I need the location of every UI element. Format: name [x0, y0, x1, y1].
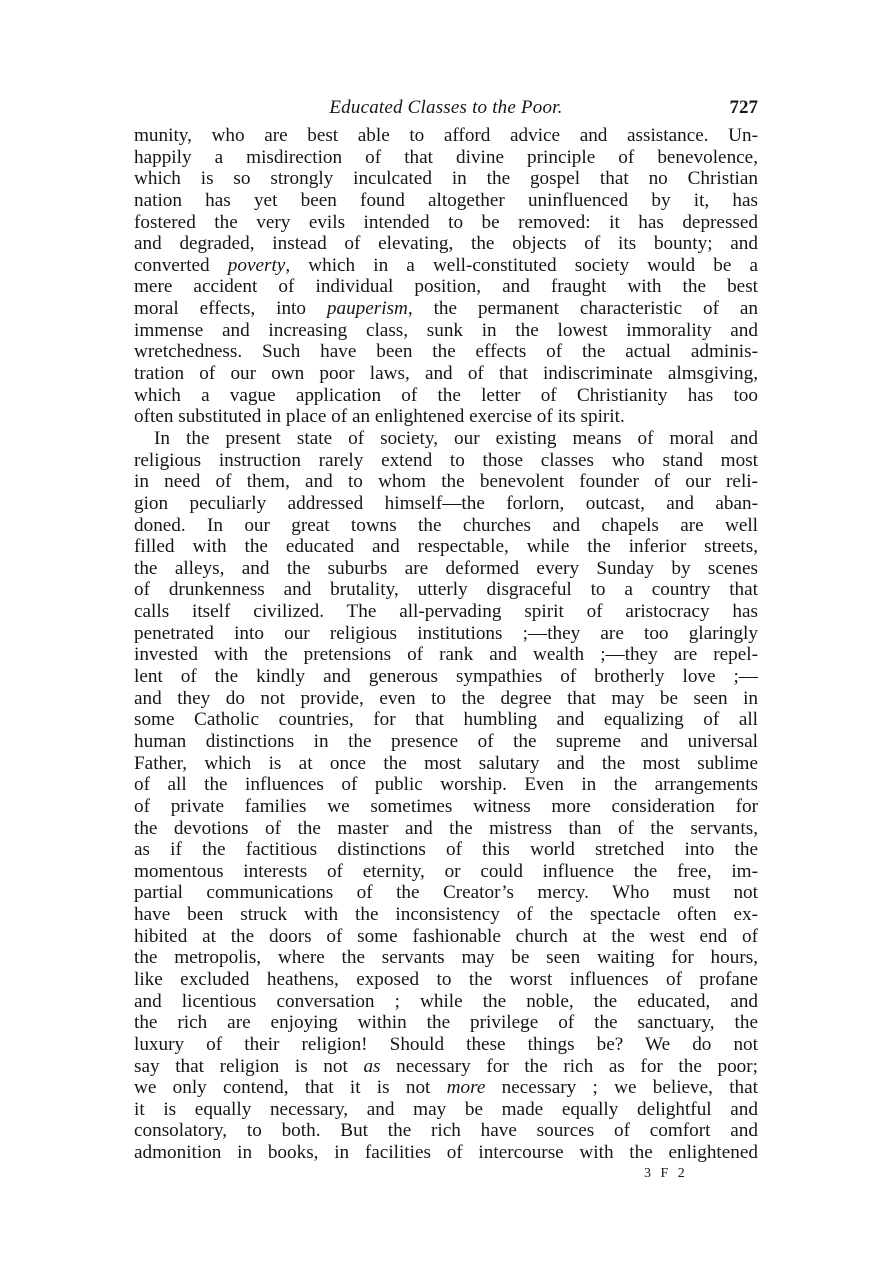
text-line: penetrated into our religious institutions ;—they are too glaringly — [134, 622, 758, 644]
text-line: Father, which is at once the most salutary and the most sublime — [134, 752, 758, 774]
text-line: nation has yet been found altogether uninfluenced by it, has — [134, 189, 758, 211]
text-line: often substituted in place of an enlightened exercise of its spirit. — [134, 406, 625, 428]
text-line: wretchedness. Such have been the effects of the actual adminis- — [134, 341, 758, 363]
paragraph — [134, 428, 758, 1164]
text-line: have been struck with the inconsistency of the spectacle often ex- — [134, 904, 758, 926]
text-line: human distinctions in the presence of the supreme and universal — [134, 730, 758, 752]
text-line: gion peculiarly addressed himself—the forlorn, outcast, and aban- — [134, 492, 758, 514]
text-line: it is equally necessary, and may be made equally delightful and — [134, 1098, 758, 1120]
text-line: doned. In our great towns the churches and chapels are well — [134, 514, 758, 536]
text-line: mere accident of individual position, and fraught with the best — [134, 276, 758, 298]
text-line: say that religion is not as necessary for the rich as for the poor; — [134, 1055, 758, 1077]
text-line: some Catholic countries, for that humbling and equalizing of all — [134, 709, 758, 731]
text-line: and degraded, instead of elevating, the objects of its bounty; and — [134, 233, 758, 255]
running-head — [134, 96, 758, 120]
text-line: the metropolis, where the servants may be seen waiting for hours, — [134, 947, 758, 969]
text-line: invested with the pretensions of rank and wealth ;—they are repel- — [134, 644, 758, 666]
body-text — [134, 125, 758, 1164]
text-line: calls itself civilized. The all-pervading spirit of aristocracy has — [134, 601, 758, 623]
text-line: lent of the kindly and generous sympathies of brotherly love ;— — [134, 666, 758, 688]
text-line: the devotions of the master and the mistress than of the servants, — [134, 817, 758, 839]
emphasized-word: poverty — [227, 254, 286, 276]
text-line: as if the factitious distinctions of this world stretched into the — [134, 839, 758, 861]
text-line: of drunkenness and brutality, utterly disgraceful to a country that — [134, 579, 758, 601]
text-line: the rich are enjoying within the privilege of the sanctuary, the — [134, 1012, 758, 1034]
text-line: moral effects, into pauperism, the permanent characteristic of an — [134, 298, 758, 320]
text-line: which is so strongly inculcated in the gospel that no Christian — [134, 168, 758, 190]
text-line: of private families we sometimes witness more consideration for — [134, 795, 758, 817]
text-line: of all the influences of public worship. Even in the arrangements — [134, 774, 758, 796]
emphasized-word: pauperism — [326, 298, 408, 320]
text-line: fostered the very evils intended to be removed: it has depressed — [134, 211, 758, 233]
page-number: 727 — [729, 97, 758, 118]
text-line: immense and increasing class, sunk in the lowest immorality and — [134, 319, 758, 341]
signature-mark: 3 F 2 — [644, 1166, 688, 1181]
text-line: hibited at the doors of some fashionable church at the west end of — [134, 925, 758, 947]
text-line: munity, who are best able to afford advice and assistance. Un- — [134, 125, 758, 146]
text-line: momentous interests of eternity, or could influence the free, im- — [134, 860, 758, 882]
text-line: admonition in books, in facilities of intercourse with the enlightened — [134, 1142, 758, 1164]
text-line: which a vague application of the letter of Christianity has too — [134, 384, 758, 406]
emphasized-word: as — [363, 1055, 381, 1077]
text-line: In the present state of society, our existing means of moral and — [154, 427, 758, 449]
text-line: like excluded heathens, exposed to the worst influences of profane — [134, 968, 758, 990]
text-line: happily a misdirection of that divine principle of benevolence, — [134, 146, 758, 168]
text-line: religious instruction rarely extend to those classes who stand most — [134, 449, 758, 471]
paragraph — [134, 125, 758, 428]
text-line: the alleys, and the suburbs are deformed every Sunday by scenes — [134, 557, 758, 579]
text-line: and licentious conversation ; while the noble, the educated, and — [134, 990, 758, 1012]
text-line: tration of our own poor laws, and of that indiscriminate almsgiving, — [134, 363, 758, 385]
text-line: converted poverty, which in a well-constituted society would be a — [134, 254, 758, 276]
text-line: consolatory, to both. But the rich have sources of comfort and — [134, 1120, 758, 1142]
text-line: in need of them, and to whom the benevolent founder of our reli- — [134, 471, 758, 493]
text-line: partial communications of the Creator’s mercy. Who must not — [134, 882, 758, 904]
text-line: luxury of their religion! Should these things be? We do not — [134, 1033, 758, 1055]
text-line: filled with the educated and respectable, while the inferior streets, — [134, 536, 758, 558]
text-line: we only contend, that it is not more necessary ; we believe, that — [134, 1077, 759, 1099]
emphasized-word: more — [446, 1077, 486, 1099]
running-title: Educated Classes to the Poor. — [329, 97, 563, 118]
text-line: and they do not provide, even to the degree that may be seen in — [134, 687, 758, 709]
